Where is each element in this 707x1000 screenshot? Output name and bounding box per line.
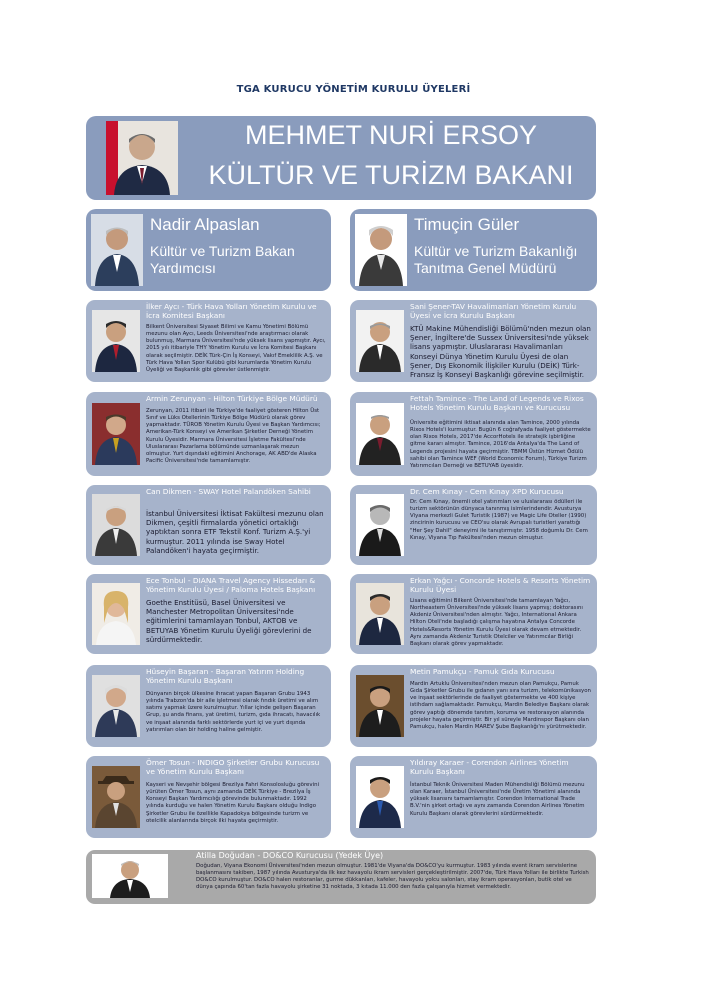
member-bio: Doğudan, Viyana Ekonomi Üniversitesi'nden mezun olmuştur. 1981'de Viyana'da DO&CO'yu kurmuştur. 1983 yılında event ikram servislerine başlanmasını takiben, 1987 yılında Avusturya'da ilk kez havayolu ikram servisleri gerçekleştirilmiştir. 2007'de, Türk Hava Yolları ile birlikte Turkish DO&CO kurulmuştur. DO&CO halen restoranlar, gurme dükkanları, kafeler, havayolu yolcu salonları, stay ikram operasyonları, butik otel ve dünya çapında 60'tan fazla havayolu şirketine 31 noktada, 3 kıtada 11.000 den fazla çalışanıyla hizmet vermektedir. — [196, 863, 589, 891]
member-bio: Goethe Enstitüsü, Basel Üniversitesi ve Manchester Metropolitan Üniversitesi'nde eğitimlerini tamamlayan Tonbul, AKTOB ve BETUYAB Yönetim Kurulu Üyeliği görevlerini de sürdürmektedir. — [146, 598, 312, 644]
member-bio: Mardin Artuklu Üniversitesi'nden mezun olan Pamukçu, Pamuk Gıda Şirketler Grubu ile gıdanın yanı sıra turizm, telekomünikasyon ve inşaat sektörlerinde de faaliyet göstermekte ve 400 kişiye istihdam sağlamaktadır. Pamukçu, Mardin Belediye Başkanı olarak görev yaptığı dönemde tanıtım, koruma ve restorasyon alanında projeler hayata geçirmiştir. Bir yıl süreyle Mardinspor Başkanı olan Pamukçu, halen Mardin MAREV Şube Başkanlığı'nı yürütmektedir. — [410, 681, 591, 730]
member-name: Dr. Cem Kınay - Cem Kınay XPD Kurucusu — [410, 487, 564, 496]
reserve-member-card — [86, 850, 596, 904]
member-portrait — [92, 583, 140, 645]
member-card — [86, 756, 331, 838]
member-bio: Zerunyan, 2011 itibari ile Türkiye'de faaliyet gösteren Hilton Üst Sınıf ve Lüks Otellerinin Türkiye Bölge Müdürü olarak görev yapmaktadır. TÜROB Yönetim Kurulu Üyesi ve Başkan Yardımcısı; Amerikan-Türk Konseyi ve Amerikan Şirketler Derneği Yönetim Kurulu Üyesidir. Marmara Üniversitesi İşletme Fakültesi'nde Uluslararası Pazarlama bölümünde uzmanlaşarak mezun olmuştur. Yurt dışındaki eğitimini Anchorage, AK ABD'de Alaska Pacific Üniversitesi'nde tamamlamıştır. — [146, 408, 321, 464]
member-bio: İstanbul Teknik Üniversitesi Maden Mühendisliği Bölümü mezunu olan Karaer, İstanbul Üniversitesi'nde Üretim Yönetimi alanında yüksek lisansını tamamlamıştır. Corendon International Trade B.V.'nin şirket ortağı ve aynı zamanda Corendon Airlines Yönetim Kurulu Başkanı olarak görevlerini sürdürmektedir. — [410, 782, 585, 817]
deputy-role — [414, 243, 577, 277]
member-bio: Dr. Cem Kınay, önemli otel yatırımları ve uluslararası ödülleri ile turizm sektörünün dünyaca tanınmış isimlerindendir. Avusturya Viyana merkezli Gulet Turistik (1987) ve Magic Life Oteller (1990) zincirinin kurucusu ve CEO'su olarak Avrupalı turistleri yarattığı "Her Şey Dahil" deneyimi ile tanıştırmıştır. 1958 doğumlu Dr. Cem Kınay, Viyana Tıp Fakültesi'nden mezun olmuştur. — [410, 499, 588, 541]
member-bio: Lisans eğitimini Bilkent Üniversitesi'nde tamamlayan Yağcı, Northeastern Üniversitesi'nde yüksek lisans yapmış; doktorasını Akdeniz Üniversitesi'nden almıştır. Yağcı, International Ankara Hilton Oteli'nde başladığı çalışma hayatına Antalya Concorde Hotels&Resorts Yönetim Kurulu Üyesi olarak devam etmektedir. Aynı zamanda Akdeniz Turistik Otelciler ve Yatırımcılar Birliği Başkanı olarak görev yapmaktadır. — [410, 598, 583, 647]
member-card — [350, 756, 597, 838]
member-card — [86, 392, 331, 476]
member-bio: Dünyanın birçok ülkesine ihracat yapan Başaran Grubu 1943 yılında Trabzon'da bir aile işletmesi olarak fındık üretimi ve alım satımı yapmak üzere kurulmuştur. Yıllar içinde gelişen Başaran Grup, şu anda finans, yat üretimi, turizm, gıda ihracatı, havacılık ve inşaat alanında farklı sektörlerde yurt içi ve yurt dışında yatırımları olan bir holding haline gelmiştir. — [146, 691, 321, 733]
minister-portrait — [106, 121, 178, 195]
deputy-name: Nadir Alpaslan — [150, 215, 260, 234]
member-portrait — [356, 310, 404, 372]
deputy-role-line1: Kültür ve Turizm Bakanlığı — [414, 243, 578, 259]
member-card — [350, 574, 597, 654]
deputy-role-line1: Kültür ve Turizm Bakan — [150, 243, 295, 259]
member-portrait — [356, 583, 404, 645]
member-card — [86, 574, 331, 654]
member-card — [350, 665, 597, 747]
member-card — [86, 665, 331, 747]
member-name: Can Dikmen - SWAY Hotel Palandöken Sahibi — [146, 487, 311, 496]
deputy-card-guler — [350, 209, 597, 291]
member-name: Metin Pamukçu - Pamuk Gıda Kurucusu — [410, 667, 555, 676]
member-portrait — [92, 675, 140, 737]
member-card — [350, 485, 597, 565]
member-name: Fettah Tamince - The Land of Legends ve Rixos Hotels Yönetim Kurulu Başkanı ve Kurucusu — [410, 394, 584, 412]
deputy-portrait — [91, 214, 143, 286]
minister-banner — [86, 116, 596, 200]
member-name: Yıldıray Karaer - Corendon Airlines Yönetim Kurulu Başkanı — [410, 758, 569, 776]
member-name: İlker Aycı - Türk Hava Yolları Yönetim Kurulu ve İcra Komitesi Başkanı — [146, 302, 317, 320]
member-card — [86, 300, 331, 382]
member-portrait — [92, 854, 168, 898]
member-portrait — [92, 766, 140, 828]
deputy-name: Timuçin Güler — [414, 215, 520, 234]
minister-role: KÜLTÜR VE TURİZM BAKANI — [208, 160, 574, 190]
member-portrait — [92, 494, 140, 556]
member-name: Erkan Yağcı - Concorde Hotels & Resorts Yönetim Kurulu Üyesi — [410, 576, 591, 594]
member-portrait — [92, 403, 140, 465]
member-portrait — [356, 675, 404, 737]
member-name: Armin Zerunyan - Hilton Türkiye Bölge Müdürü — [146, 394, 318, 403]
member-portrait — [356, 494, 404, 556]
deputy-card-alpaslan — [86, 209, 331, 291]
member-name: Ömer Tosun - INDIGO Şirketler Grubu Kurucusu ve Yönetim Kurulu Başkanı — [146, 758, 320, 776]
member-bio: Üniversite eğitimini iktisat alanında alan Tamince, 2000 yılında Rixos Hotels'i kurmuştur. Bugün 6 coğrafyada faaliyet göstermekte olan Rixos Hotels, 2017'de AccorHotels ile stratejik işbirliğine gitme kararı almıştır. Tamince, 2016'da Antalya'da The Land of Legends projesini hayata geçirmiştir. TBMM Üstün Hizmet Ödülü sahibi olan Tamince WEF (World Economic Forum), Türkiye Turizm Yatırımcıları Derneği ve BETUYAB üyesidir. — [410, 420, 591, 469]
member-bio: Kayseri ve Nevşehir bölgesi Brezilya Fahri Konsolosluğu görevini yürüten Ömer Tosun, aynı zamanda DEİK Türkiye - Brezilya İş Konseyi Başkan Yardımcılığı görevinde bulunmaktadır. 1992 yılında kurduğu ve halen Yönetim Kurulu Başkanı olduğu Indigo Şirketler Grubu ile özellikle Kapadokya bölgesinde turizm ve otelcilik alanlarında birçok ilki hayata geçirmiştir. — [146, 782, 319, 824]
deputy-portrait — [355, 214, 407, 286]
member-name: Sani Şener-TAV Havalimanları Yönetim Kurulu Üyesi ve İcra Kurulu Başkanı — [410, 302, 577, 320]
member-bio: İstanbul Üniversitesi İktisat Fakültesi mezunu olan Dikmen, çeşitli firmalarda yönetici ortaklığı yaptıktan sonra ETF Tekstil Konf. Turizm A.Ş.'yi kurmuştur. 2011 yılında ise Sway Hotel Palandöken'i hayata geçirmiştir. — [146, 509, 324, 555]
page-title: TGA KURUCU YÖNETİM KURULU ÜYELERİ — [236, 84, 471, 95]
member-bio: KTÜ Makine Mühendisliği Bölümü'nden mezun olan Şener, İngiltere'de Sussex Üniversitesi'nde yüksek lisans yapmıştır. Uluslararası Havalimanları Konseyi Dünya Yönetim Kurulu Üyesi de olan Şener, Dış Ekonomik İlişkiler Kurulu (DEİK) Türk-Fransız İş Konseyi Başkanlığı görevine seçilmiştir. — [410, 324, 591, 380]
member-bio: Bilkent Üniversitesi Siyaset Bilimi ve Kamu Yönetimi Bölümü mezunu olan Aycı, Leeds Üniversitesi'nde araştırmacı olarak bulunmuş, Marmara Üniversitesi'nde yüksek lisans yapmıştır. Aycı, 2015 yılı itibariyle THY Yönetim Kurulu ve İcra Komitesi Başkanı olarak seçilmiştir. DEİK Türk-Çin İş Konseyi, Vakıf Emeklilik A.Ş. ve Türk Hava Yolları Spor Kulübü gibi kurumlarda Yönetim Kurulu Üyeliği ve Başkanlık gibi görevler üstlenmiştir. — [146, 324, 326, 373]
member-card — [350, 392, 597, 476]
deputy-role-line2: Tanıtma Genel Müdürü — [414, 259, 557, 276]
member-name: Hüseyin Başaran - Başaran Yatırım Holding Yönetim Kurulu Başkanı — [146, 667, 305, 685]
member-name: Ece Tonbul - DIANA Travel Agency Hissedarı & Yönetim Kurulu Üyesi / Paloma Hotels Başkanı — [146, 576, 316, 594]
member-portrait — [356, 403, 404, 465]
member-card — [86, 485, 331, 565]
deputy-role — [150, 243, 295, 277]
member-name: Atilla Doğudan - DO&CO Kurucusu (Yedek Üye) — [196, 851, 384, 860]
member-card — [350, 300, 597, 382]
member-portrait — [92, 310, 140, 372]
member-portrait — [356, 766, 404, 828]
deputy-role-line2: Yardımcısı — [150, 259, 216, 276]
minister-name: MEHMET NURİ ERSOY — [244, 120, 538, 150]
